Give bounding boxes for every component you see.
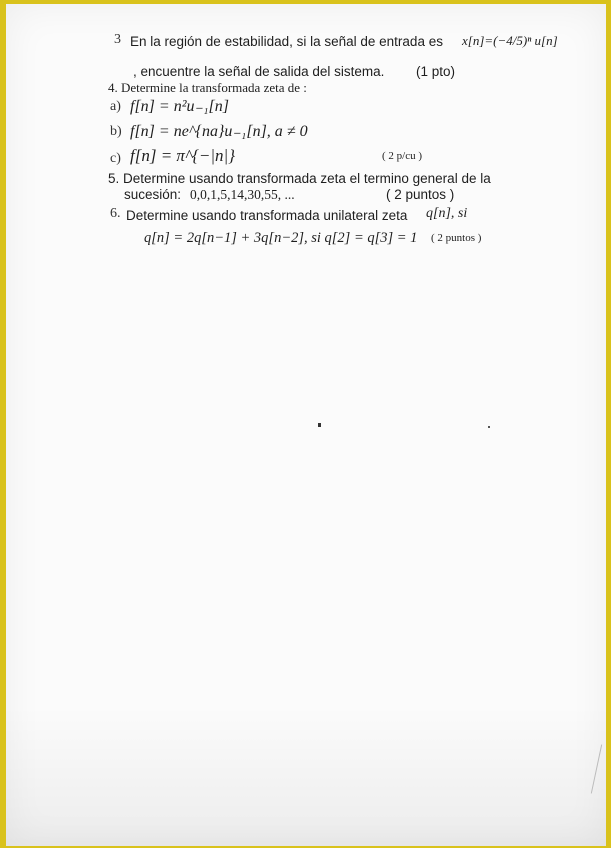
q3-marker: 3 [114,32,121,47]
q3-formula: x[n]=(−4/5)ⁿ u[n] [462,33,558,48]
q6-var: q[n], si [426,206,468,221]
q4a-marker: a) [110,99,121,114]
paper-shadow [6,706,606,846]
q5-points: ( 2 puntos ) [386,187,455,202]
q5-line1: 5. Determine usando transformada zeta el termino general de la [108,171,491,186]
ink-dot [318,423,321,427]
q6-line1: Determine usando transformada unilateral zeta [126,208,408,223]
q3-line2: , encuentre la señal de salida del sistema. [133,64,385,79]
q4b-marker: b) [110,124,122,139]
q4-points: ( 2 p/cu ) [382,150,423,162]
q6-marker: 6. [110,206,121,221]
q5-sequence: 0,0,1,5,14,30,55, ... [190,187,295,202]
q5-label: sucesión: [124,187,182,202]
q4c-formula: f[n] = π^{−|n|} [130,146,236,165]
exam-sheet [6,4,606,846]
q3-points: (1 pto) [416,64,456,79]
q4b-formula: f[n] = ne^{na}u₋₁[n], a ≠ 0 [130,123,308,140]
q6-recurrence: q[n] = 2q[n−1] + 3q[n−2], si q[2] = q[3] = 1 [144,230,418,246]
q6-points: ( 2 puntos ) [431,232,482,244]
q3-line1: En la región de estabilidad, si la señal de entrada es [130,34,443,49]
ink-speck [488,426,490,428]
q4c-marker: c) [110,151,121,166]
q4-heading: 4. Determine la transformada zeta de : [108,80,307,95]
q4a-formula: f[n] = n²u₋₁[n] [130,98,229,115]
